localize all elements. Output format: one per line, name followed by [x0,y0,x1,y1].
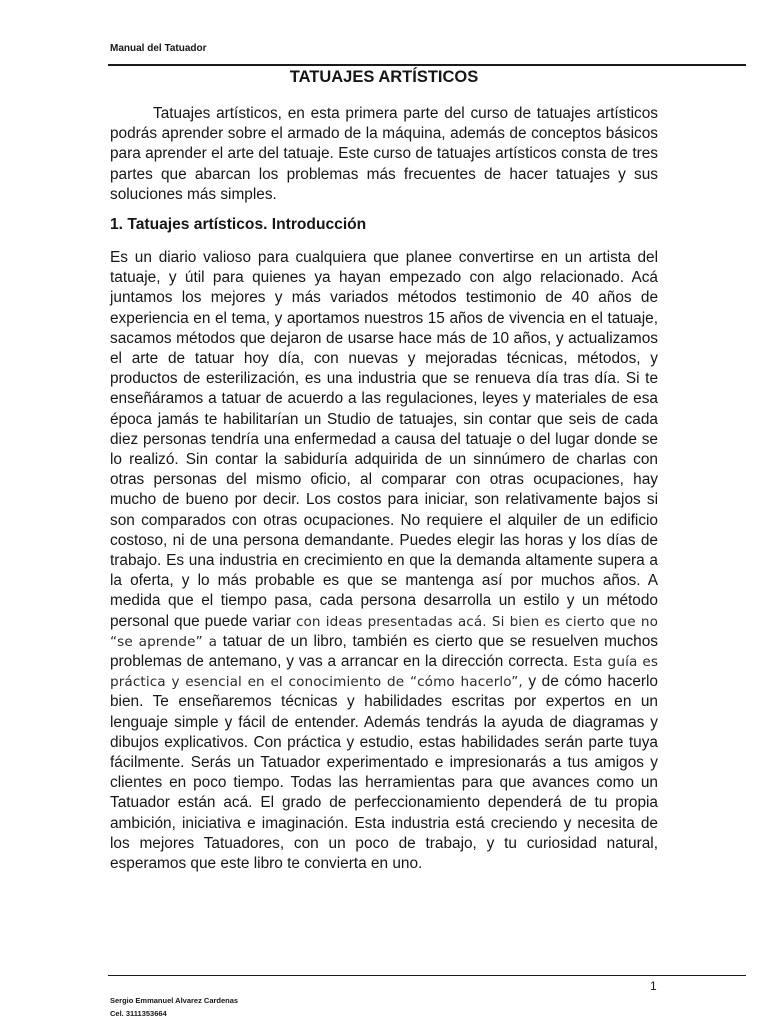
body-text-part1: Es un diario valioso para cualquiera que planee convertirse en un artista del tatuaje, y útil para quienes ya hayan empezado con algo relacionado. Acá juntamos los mejores y más variados métodos testimonio de 40 años de experiencia en el tema, y aportamos nuestros 15 años de vivencia en el tatuaje, sacamos métodos que dejaron de usarse hace más de 10 años, y actualizamos el arte de tatuar hoy día, con nuevas y mejoradas técnicas, métodos, y productos de esterilización, es una industria que se renueva día tras día. Si te enseñáramos a tatuar de acuerdo a las regulaciones, leyes y materiales de esa época jamás te habilitarían un Studio de tatuajes, sin contar que seis de cada diez personas tendría una enfermedad a causa del tatuaje o del lugar donde se lo realizó. Sin contar la sabiduría adquirida de un sinnúmero de charlas con otras personas del mismo oficio, al comparar con otras ocupaciones, hay mucho de bueno por decir. Los costos para iniciar, son relativamente bajos si son comparados con otras ocupaciones. No requiere el alquiler de un edificio costoso, ni de una persona demandante. Puedes elegir las horas y los días de trabajo. Es una industria en crecimiento en que la demanda altamente supera a la oferta, y lo más probable es que se mantenga así por muchos años. A medida que el tiempo pasa, cada persona desarrolla un estilo y un método personal que puede variar [110,249,658,630]
document-title: TATUAJES ARTÍSTICOS [289,68,479,86]
footer-author: Sergio Emmanuel Alvarez Cardenas [110,996,239,1005]
header-divider [108,64,746,66]
body-paragraph [110,248,658,874]
body-text-part5: y de cómo hacerlo bien. Te enseñaremos técnicas y habilidades escritas por expertos en un lenguaje simple y fácil de entender. Además tendrás la ayuda de diagramas y dibujos explicativos. Con práctica y estudio, estas habilidades serán parte tuya fácilmente. Serás un Tatuador experimentado e impresionarás a tus amigos y clientes en poco tiempo. Todas las herramientas para que avances como un Tatuador están acá. El grado de perfeccionamiento dependerá de tu propia ambición, iniciativa e imaginación. Esta industria está creciendo y necesita de los mejores Tatuadores, con un poco de trabajo, y tu curiosidad natural, esperamos que este libro te convierta en uno. [110,673,658,873]
footer-phone: Cel. 3111353664 [110,1009,167,1018]
body-text-part3: tatuar de un libro, también es cierto que se resuelven muchos problemas de antemano, y vas a arrancar en la dirección correcta. [110,632,658,671]
footer-divider [108,975,746,976]
body-text-part4: Esta guía es práctica y esencial en el conocimiento de “cómo hacerlo”, [110,654,658,691]
body-text-part2: con ideas presentadas acá. Si bien es cierto que no “se aprende” a [110,613,659,650]
page-number: 1 [650,979,657,993]
running-header: Manual del Tatuador [110,43,207,54]
section-heading: 1. Tatuajes artísticos. Introducción [110,216,367,233]
intro-paragraph: Tatuajes artísticos, en esta primera parte del curso de tatuajes artísticos podrás aprender sobre el armado de la máquina, además de conceptos básicos para aprender el arte del tatuaje. Este curso de tatuajes artísticos consta de tres partes que abarcan los problemas más frecuentes de hacer tatuajes y sus soluciones más simples. [110,105,658,203]
